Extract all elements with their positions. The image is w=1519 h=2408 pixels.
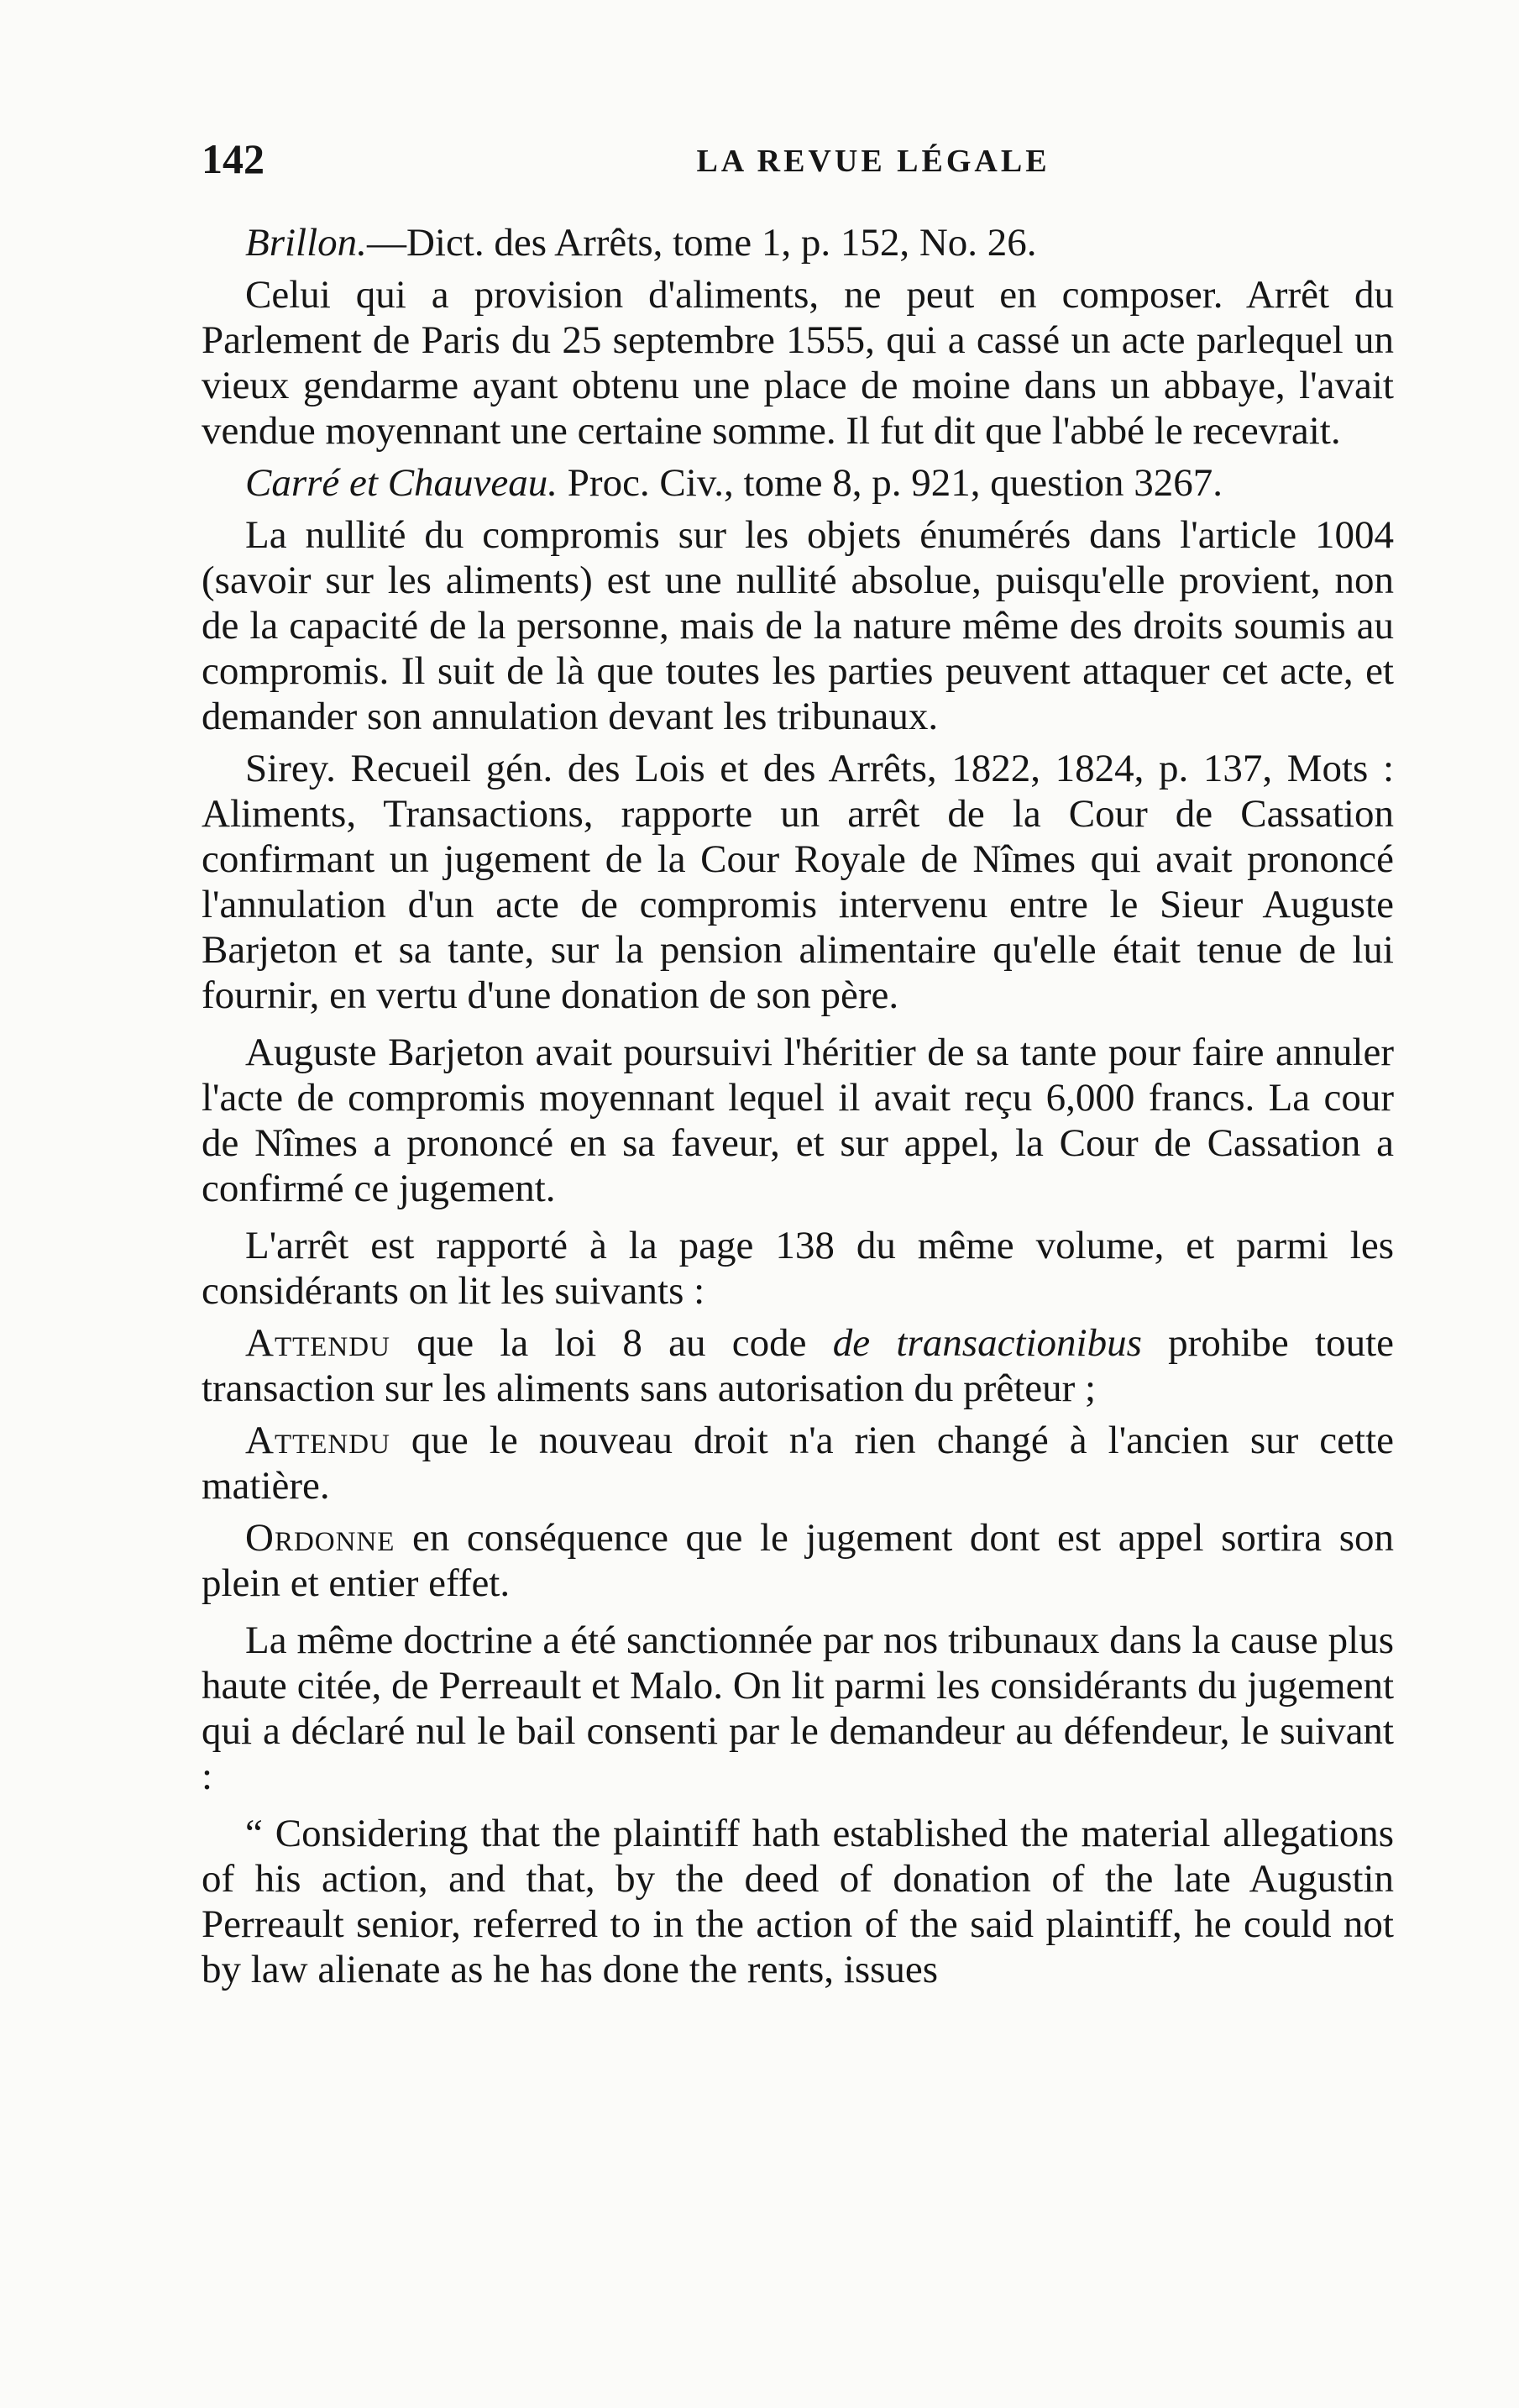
citation-text: —Dict. des Arrêts, tome 1, p. 152, No. 26.	[366, 221, 1037, 265]
page-header	[202, 134, 1394, 202]
considerant-text-pre: que la loi 8 au code	[390, 1321, 833, 1365]
considerant-ordonne	[202, 1515, 1394, 1606]
considerant-text-post: prohibe toute transaction sur les aliments sans autorisation du prêteur ;	[202, 1321, 1394, 1410]
paragraph: Sirey. Recueil gén. des Lois et des Arrêts, 1822, 1824, p. 137, Mots : Aliments, Transactions, rapporte un arrêt de la Cour de Cassation confirmant un jugement de la Cour Royale de Nîmes qui avait prononcé l'annulation d'un acte de compromis intervenu entre le Sieur Auguste Barjeton et sa tante, sur la pension alimentaire qu'elle était tenue de lui fournir, en vertu d'une donation de son père.	[202, 747, 1394, 1017]
page-body	[202, 220, 1394, 1999]
citation-text: Proc. Civ., tome 8, p. 921, question 3267.	[558, 461, 1223, 505]
paragraph: Celui qui a provision d'aliments, ne peut en composer. Arrêt du Parlement de Paris du 25 septembre 1555, qui a cassé un acte parlequel un vieux gendarme ayant obtenu une place de moine dans un abbaye, l'avait vendue moyennant une certaine somme. Il fut dit que l'abbé le recevrait.	[202, 273, 1394, 453]
paragraph: Auguste Barjeton avait poursuivi l'héritier de sa tante pour faire annuler l'acte de compromis moyennant lequel il avait reçu 6,000 francs. La cour de Nîmes a prononcé en sa faveur, et sur appel, la Cour de Cassation a confirmé ce jugement.	[202, 1031, 1394, 1210]
citation-author: Brillon.	[245, 221, 367, 265]
running-title: LA REVUE LÉGALE	[696, 144, 1050, 179]
considerant-lead: Ordonne	[245, 1516, 395, 1560]
considerant-lead: Attendu	[245, 1419, 390, 1462]
considerant-attendu-2	[202, 1418, 1394, 1508]
paragraph: L'arrêt est rapporté à la page 138 du même volume, et parmi les considérants on lit les suivants :	[202, 1224, 1394, 1313]
citation-author: Carré et Chauveau.	[245, 461, 558, 505]
citation-brillon	[202, 220, 1394, 265]
paragraph: La nullité du compromis sur les objets énumérés dans l'article 1004 (savoir sur les aliments) est une nullité absolue, puisqu'elle provient, non de la capacité de la personne, mais de la nature même des droits soumis au compromis. Il suit de là que toutes les parties peuvent attaquer cet acte, et demander son annulation devant les tribunaux.	[202, 513, 1394, 738]
page-number: 142	[202, 135, 265, 182]
paragraph: La même doctrine a été sanctionnée par nos tribunaux dans la cause plus haute citée, de Perreault et Malo. On lit parmi les considérants du jugement qui a déclaré nul le bail consenti par le demandeur au défendeur, le suivant :	[202, 1618, 1394, 1798]
citation-carre-chauveau	[202, 460, 1394, 506]
considerant-text: en conséquence que le jugement dont est appel sortira son plein et entier effet.	[202, 1516, 1394, 1605]
considerant-latin: de transactionibus	[832, 1321, 1142, 1365]
quoted-judgment: “ Considering that the plaintiff hath established the material allegations of his action, and that, by the deed of donation of the late Augustin Perreault senior, referred to in the action of the said plaintiff, he could not by law alienate as he has done the rents, issues	[202, 1812, 1394, 1991]
considerant-text: que le nouveau droit n'a rien changé à l'ancien sur cette matière.	[202, 1419, 1394, 1508]
considerant-attendu-1	[202, 1320, 1394, 1411]
considerant-lead: Attendu	[245, 1321, 390, 1365]
